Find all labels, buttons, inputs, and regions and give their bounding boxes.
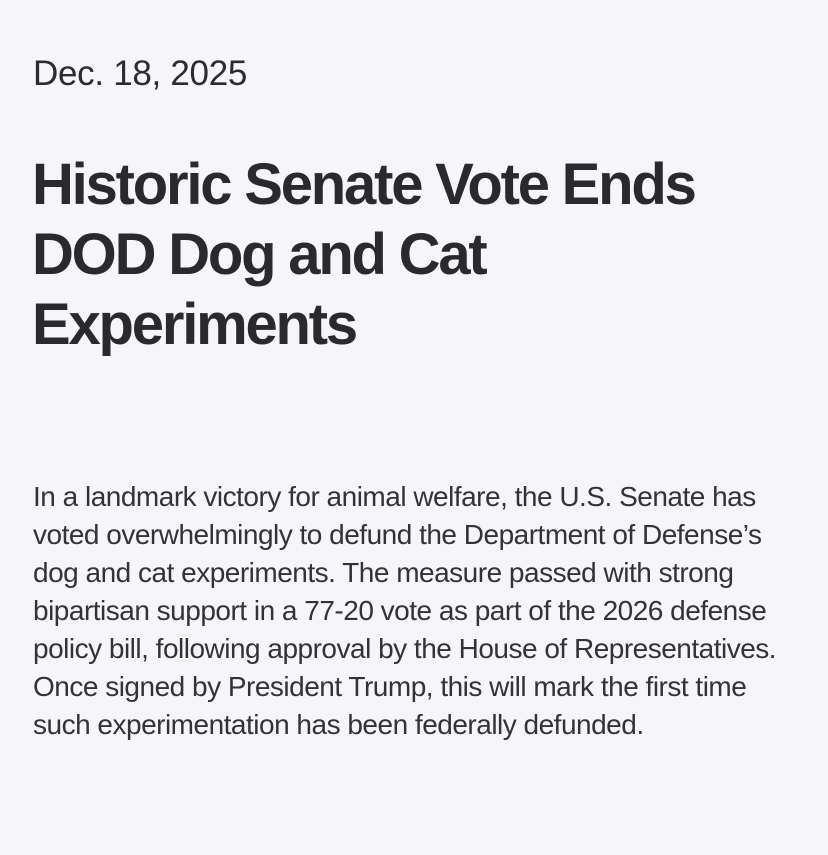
article-headline: Historic Senate Vote Ends DOD Dog and Cat Experiments [32,152,695,357]
article-body: In a landmark victory for animal welfare, the U.S. Senate has voted overwhelmingly to defund the Department of Defense’s dog and cat experiments. The measure passed with strong bipartisan support in a 77-20 vote as part of the 2026 defense policy bill, following approval by the House of Representatives. Once signed by President Trump, this will mark the first time such experimentation has been federally defunded. [33,481,777,740]
article-date: Dec. 18, 2025 [33,54,248,93]
